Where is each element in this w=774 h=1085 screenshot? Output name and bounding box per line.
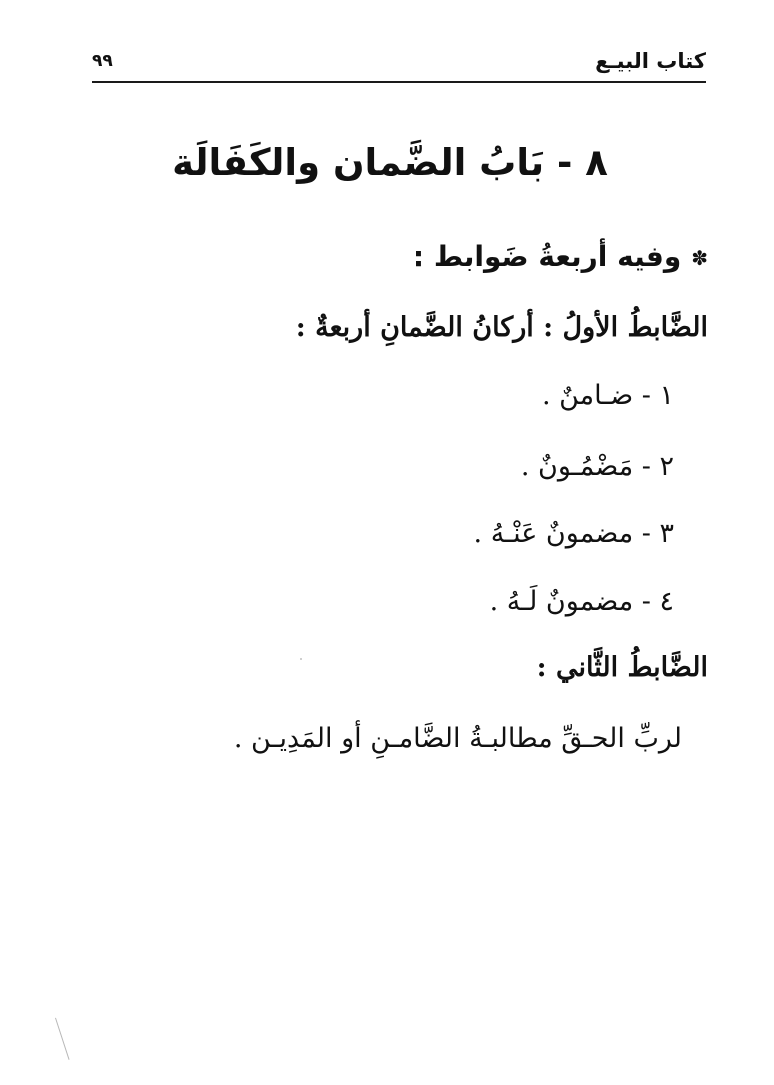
rule-two-line: الضَّابطُ الثَّاني : [536, 652, 708, 683]
scan-speck [300, 658, 302, 660]
chapter-heading: ٨ - بَابُ الضَّمان والكَفَالَة [172, 141, 608, 184]
flower-asterisk-icon: ✽ [691, 246, 708, 270]
list-item: ٢ - مَضْمُـونٌ . [520, 451, 674, 482]
running-header [92, 46, 706, 82]
rule-one-line: الضَّابطُ الأولُ : أركانُ الضَّمانِ أربعةٌ : [295, 312, 708, 343]
list-item: ٣ - مضمونٌ عَنْـهُ . [473, 518, 674, 549]
body-text-line: لربِّ الحـقِّ مطالبـةُ الضَّامـنِ أو المَدِيـن . [233, 723, 682, 754]
header-rule [92, 81, 706, 83]
intro-line [413, 237, 708, 278]
scan-scratch [55, 1018, 70, 1060]
running-title: كتاب البيـع [595, 49, 706, 73]
page-number: ٩٩ [92, 51, 113, 71]
list-item: ١ - ضـامنٌ . [541, 380, 674, 411]
intro-text: وفيه أربعةُ ضَوابط : [412, 240, 682, 273]
list-item: ٤ - مضمونٌ لَـهُ . [489, 586, 674, 617]
